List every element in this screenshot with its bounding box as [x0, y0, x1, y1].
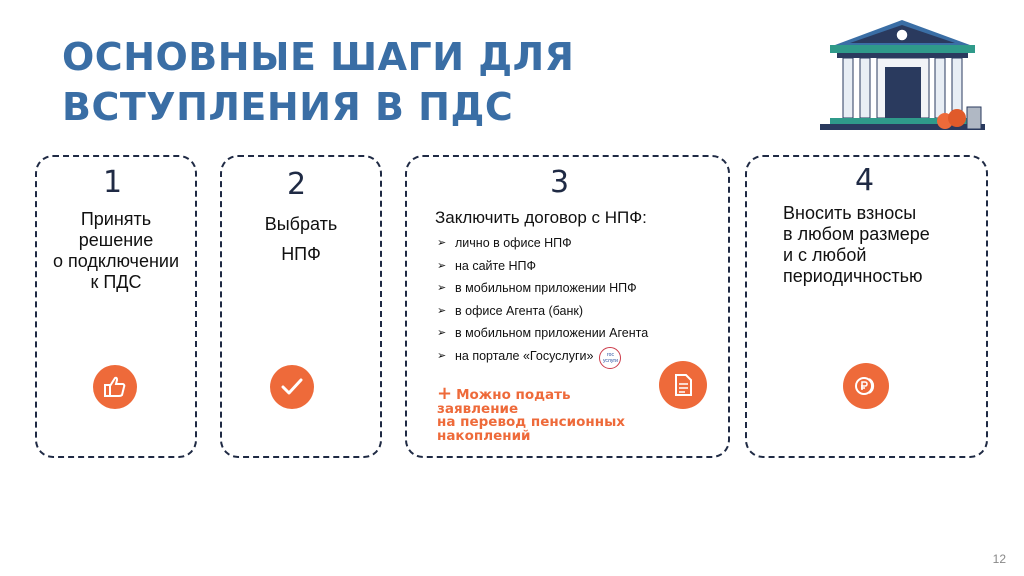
title-line-1: ОСНОВНЫЕ ШАГИ ДЛЯ	[62, 35, 575, 79]
slide-title	[62, 32, 574, 132]
note-line: заявление	[437, 400, 519, 417]
note-line: на перевод пенсионных	[437, 414, 625, 430]
step-text	[783, 203, 930, 287]
step-text-line: и с любой	[783, 245, 867, 265]
step-text-line: в любом размере	[783, 224, 930, 244]
step-text-line: к ПДС	[90, 272, 142, 292]
list-item	[437, 279, 648, 302]
transfer-note	[437, 383, 677, 444]
step-text	[37, 209, 195, 293]
step-text-line: Выбрать	[264, 214, 338, 234]
note-line: Можно подать	[456, 387, 571, 403]
gosuslugi-logo-icon: гос услуги	[599, 347, 621, 369]
step-heading: Заключить договор с НПФ:	[435, 208, 647, 227]
list-item-label: в офисе Агента (банк)	[455, 303, 584, 318]
step-card-4	[745, 155, 988, 458]
step-text-line: Вносить взносы	[783, 203, 917, 223]
contract-options-list	[437, 234, 648, 369]
thumbs-up-icon	[93, 365, 137, 409]
ruble-coins-icon	[843, 363, 889, 409]
arrow-bullet-icon: ➢	[437, 327, 447, 339]
step-text-line: решение	[78, 230, 154, 250]
arrow-bullet-icon: ➢	[437, 259, 447, 272]
list-item	[437, 347, 648, 370]
page-number: 12	[992, 552, 1006, 566]
plus-icon: +	[437, 383, 453, 404]
checkmark-icon	[270, 365, 314, 409]
list-item-label: лично в офисе НПФ	[455, 236, 572, 250]
arrow-bullet-icon: ➢	[437, 282, 447, 294]
step-text-line: Принять	[80, 209, 152, 229]
list-item	[437, 324, 648, 347]
step-card-1	[35, 155, 197, 458]
arrow-bullet-icon: ➢	[437, 349, 447, 362]
list-item-label: в мобильном приложении Агента	[455, 326, 649, 340]
arrow-bullet-icon: ➢	[437, 304, 447, 317]
list-item-label: в мобильном приложении НПФ	[455, 281, 637, 295]
step-text-line: периодичностью	[783, 266, 923, 286]
step-number: 2	[287, 167, 307, 202]
title-line-2: ВСТУПЛЕНИЯ В ПДС	[62, 85, 514, 129]
step-card-3	[405, 155, 730, 458]
step-text	[222, 209, 380, 269]
list-item	[437, 234, 648, 257]
step-number: 1	[103, 165, 123, 200]
list-item	[437, 257, 648, 280]
step-text-line: о подключении	[53, 251, 179, 271]
step-text-line: НПФ	[281, 244, 321, 264]
note-line: накоплений	[437, 427, 531, 444]
arrow-bullet-icon: ➢	[437, 237, 447, 249]
bank-building-icon	[815, 15, 990, 133]
list-item-label: на сайте НПФ	[455, 258, 537, 273]
list-item	[437, 302, 648, 325]
list-item-label: на портале «Госуслуги»	[455, 348, 594, 363]
step-card-2	[220, 155, 382, 458]
step-number: 3	[550, 165, 570, 200]
step-number: 4	[855, 163, 875, 198]
